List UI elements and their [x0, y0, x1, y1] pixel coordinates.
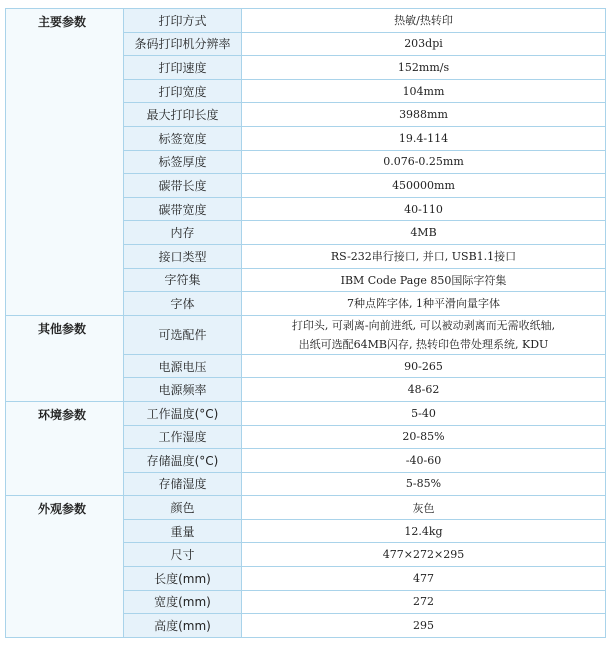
spec-value: 152mm/s — [242, 56, 606, 80]
spec-row — [6, 9, 606, 33]
spec-value: 272 — [242, 590, 606, 614]
spec-value: 4MB — [242, 221, 606, 245]
spec-label: 颜色 — [124, 496, 242, 520]
spec-table — [5, 8, 606, 638]
spec-value: 7种点阵字体, 1种平滑向量字体 — [242, 292, 606, 316]
spec-label: 字符集 — [124, 268, 242, 292]
spec-value: 477 — [242, 567, 606, 591]
category-label: 外观参数 — [6, 496, 124, 638]
category-label: 主要参数 — [6, 9, 124, 316]
spec-value: 20-85% — [242, 425, 606, 449]
spec-label: 打印速度 — [124, 56, 242, 80]
spec-value: RS-232串行接口, 并口, USB1.1接口 — [242, 244, 606, 268]
spec-label: 打印宽度 — [124, 79, 242, 103]
category-label: 其他参数 — [6, 315, 124, 401]
spec-value: 12.4kg — [242, 519, 606, 543]
spec-value: 203dpi — [242, 32, 606, 56]
spec-label: 重量 — [124, 519, 242, 543]
spec-value: 0.076-0.25mm — [242, 150, 606, 174]
spec-row — [6, 401, 606, 425]
spec-label: 电源频率 — [124, 378, 242, 402]
spec-value-line: 打印头, 可剥离-向前进纸, 可以被动剥离而无需收纸轴, — [291, 318, 556, 332]
spec-label: 存储湿度 — [124, 472, 242, 496]
spec-label: 标签宽度 — [124, 126, 242, 150]
spec-label: 可选配件 — [124, 315, 242, 354]
spec-label: 碳带长度 — [124, 174, 242, 198]
spec-value: 104mm — [242, 79, 606, 103]
spec-value: 90-265 — [242, 354, 606, 378]
spec-value: 48-62 — [242, 378, 606, 402]
spec-label: 标签厚度 — [124, 150, 242, 174]
spec-value: 295 — [242, 614, 606, 638]
spec-label: 内存 — [124, 221, 242, 245]
spec-label: 工作温度(°C) — [124, 401, 242, 425]
spec-label: 接口类型 — [124, 244, 242, 268]
spec-value: 5-85% — [242, 472, 606, 496]
spec-value: 40-110 — [242, 197, 606, 221]
spec-value: 19.4-114 — [242, 126, 606, 150]
spec-label: 长度(mm) — [124, 567, 242, 591]
spec-value: 5-40 — [242, 401, 606, 425]
spec-value: -40-60 — [242, 449, 606, 473]
spec-label: 存储温度(°C) — [124, 449, 242, 473]
spec-value: 3988mm — [242, 103, 606, 127]
spec-label: 条码打印机分辨率 — [124, 32, 242, 56]
spec-label: 打印方式 — [124, 9, 242, 33]
spec-row — [6, 496, 606, 520]
spec-value: 477×272×295 — [242, 543, 606, 567]
spec-value — [242, 315, 606, 354]
spec-value: 450000mm — [242, 174, 606, 198]
spec-label: 碳带宽度 — [124, 197, 242, 221]
spec-label: 最大打印长度 — [124, 103, 242, 127]
spec-value: 热敏/热转印 — [242, 9, 606, 33]
spec-value: 灰色 — [242, 496, 606, 520]
spec-table-body — [6, 9, 606, 638]
spec-label: 字体 — [124, 292, 242, 316]
category-label: 环境参数 — [6, 401, 124, 495]
spec-row — [6, 315, 606, 354]
spec-label: 尺寸 — [124, 543, 242, 567]
spec-value-line: 出纸可选配64MB闪存, 热转印色带处理系统, KDU — [298, 337, 549, 351]
spec-label: 宽度(mm) — [124, 590, 242, 614]
spec-label: 高度(mm) — [124, 614, 242, 638]
spec-label: 工作湿度 — [124, 425, 242, 449]
spec-value: IBM Code Page 850国际字符集 — [242, 268, 606, 292]
spec-label: 电源电压 — [124, 354, 242, 378]
